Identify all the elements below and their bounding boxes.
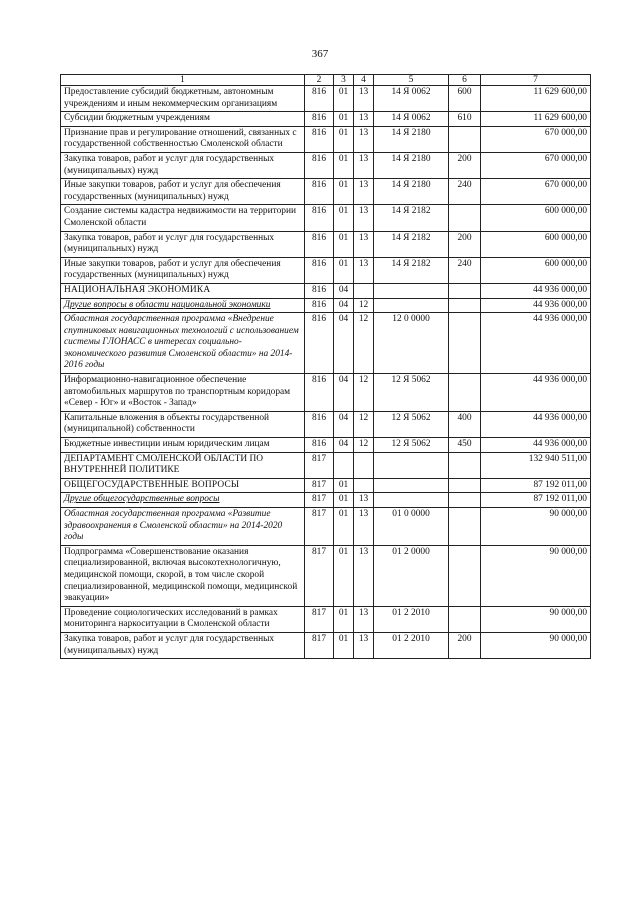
ministry-code-cell: 816 <box>305 112 334 127</box>
subsection-code-cell: 13 <box>354 126 374 152</box>
section-code-cell: 01 <box>334 257 354 283</box>
ministry-code-cell: 816 <box>305 179 334 205</box>
expense-type-cell: 600 <box>449 86 481 112</box>
subsection-code-cell: 13 <box>354 545 374 606</box>
subsection-code-cell: 12 <box>354 313 374 374</box>
subsection-code-cell: 13 <box>354 86 374 112</box>
expense-type-cell <box>449 493 481 508</box>
table-row <box>61 283 591 298</box>
expense-type-cell <box>449 126 481 152</box>
subsection-code-cell: 13 <box>354 508 374 546</box>
subsection-code-cell: 12 <box>354 298 374 313</box>
ministry-code-cell: 816 <box>305 374 334 412</box>
section-code-cell: 04 <box>334 411 354 437</box>
expense-type-cell <box>449 374 481 412</box>
ministry-code-cell: 816 <box>305 257 334 283</box>
table-row <box>61 112 591 127</box>
section-code-cell: 01 <box>334 126 354 152</box>
target-article-cell: 12 0 0000 <box>374 313 449 374</box>
expense-type-cell <box>449 205 481 231</box>
row-name-cell: Создание системы кадастра недвижимости на территории Смоленской области <box>61 205 305 231</box>
table-row <box>61 452 591 478</box>
ministry-code-cell: 817 <box>305 545 334 606</box>
target-article-cell: 12 Я 5062 <box>374 411 449 437</box>
amount-cell: 44 936 000,00 <box>481 438 591 453</box>
section-code-cell: 01 <box>334 508 354 546</box>
row-name-cell: Иные закупки товаров, работ и услуг для обеспечения государственных (муниципальных) нужд <box>61 179 305 205</box>
amount-cell: 11 629 600,00 <box>481 86 591 112</box>
amount-cell: 600 000,00 <box>481 205 591 231</box>
expense-type-cell <box>449 478 481 493</box>
table-row <box>61 298 591 313</box>
target-article-cell: 12 Я 5062 <box>374 438 449 453</box>
amount-cell: 90 000,00 <box>481 545 591 606</box>
expense-type-cell <box>449 545 481 606</box>
expense-type-cell <box>449 283 481 298</box>
target-article-cell: 14 Я 2182 <box>374 231 449 257</box>
expense-type-cell <box>449 298 481 313</box>
subsection-code-cell: 13 <box>354 205 374 231</box>
section-code-cell: 01 <box>334 606 354 632</box>
section-code-cell: 01 <box>334 86 354 112</box>
target-article-cell: 14 Я 2180 <box>374 179 449 205</box>
table-row <box>61 606 591 632</box>
table-row <box>61 632 591 658</box>
section-code-cell: 01 <box>334 205 354 231</box>
ministry-code-cell: 816 <box>305 438 334 453</box>
table-row <box>61 152 591 178</box>
ministry-code-cell: 816 <box>305 126 334 152</box>
ministry-code-cell: 817 <box>305 606 334 632</box>
row-name-cell: Другие общегосударственные вопросы <box>61 493 305 508</box>
expense-type-cell: 450 <box>449 438 481 453</box>
row-name-cell: Подпрограмма «Совершенствование оказания специализированной, включая высокотехнологичную, медицинской помощи, скорой, в том числе скорой специализированной, медицинской помощи, медицинской эвакуации» <box>61 545 305 606</box>
target-article-cell <box>374 493 449 508</box>
target-article-cell <box>374 298 449 313</box>
target-article-cell: 01 2 2010 <box>374 606 449 632</box>
section-code-cell: 01 <box>334 632 354 658</box>
target-article-cell: 14 Я 2182 <box>374 257 449 283</box>
row-name-cell: Информационно-навигационное обеспечение автомобильных маршрутов по транспортным коридорам «Север - Юг» и «Восток - Запад» <box>61 374 305 412</box>
subsection-code-cell: 13 <box>354 152 374 178</box>
expense-type-cell <box>449 452 481 478</box>
amount-cell: 87 192 011,00 <box>481 478 591 493</box>
target-article-cell: 01 2 2010 <box>374 632 449 658</box>
column-header: 3 <box>334 75 354 86</box>
ministry-code-cell: 817 <box>305 452 334 478</box>
section-code-cell: 04 <box>334 283 354 298</box>
amount-cell: 90 000,00 <box>481 508 591 546</box>
expense-type-cell: 200 <box>449 152 481 178</box>
subsection-code-cell: 13 <box>354 257 374 283</box>
expense-type-cell <box>449 606 481 632</box>
row-name-cell: Субсидии бюджетным учреждениям <box>61 112 305 127</box>
row-name-cell: Другие вопросы в области национальной экономики <box>61 298 305 313</box>
subsection-code-cell: 13 <box>354 632 374 658</box>
table-row <box>61 205 591 231</box>
amount-cell: 44 936 000,00 <box>481 298 591 313</box>
column-header: 7 <box>481 75 591 86</box>
table-row <box>61 313 591 374</box>
row-name-cell: Проведение социологических исследований в рамках мониторинга наркоситуации в Смоленской области <box>61 606 305 632</box>
section-code-cell: 01 <box>334 493 354 508</box>
row-name-cell: ДЕПАРТАМЕНТ СМОЛЕНСКОЙ ОБЛАСТИ ПО ВНУТРЕННЕЙ ПОЛИТИКЕ <box>61 452 305 478</box>
section-code-cell: 04 <box>334 313 354 374</box>
subsection-code-cell: 13 <box>354 606 374 632</box>
column-header: 5 <box>374 75 449 86</box>
subsection-code-cell <box>354 452 374 478</box>
amount-cell: 90 000,00 <box>481 606 591 632</box>
amount-cell: 670 000,00 <box>481 179 591 205</box>
amount-cell: 11 629 600,00 <box>481 112 591 127</box>
row-name-cell: Областная государственная программа «Внедрение спутниковых навигационных технологий с использованием системы ГЛОНАСС в интересах социально-экономического развития Смоленской области» на 2014-2016 годы <box>61 313 305 374</box>
row-name-cell: Капитальные вложения в объекты государственной (муниципальной) собственности <box>61 411 305 437</box>
table-row <box>61 374 591 412</box>
amount-cell: 44 936 000,00 <box>481 313 591 374</box>
column-header: 6 <box>449 75 481 86</box>
column-header: 1 <box>61 75 305 86</box>
table-row <box>61 411 591 437</box>
target-article-cell: 12 Я 5062 <box>374 374 449 412</box>
ministry-code-cell: 816 <box>305 152 334 178</box>
subsection-code-cell: 12 <box>354 374 374 412</box>
amount-cell: 44 936 000,00 <box>481 374 591 412</box>
target-article-cell: 14 Я 2180 <box>374 152 449 178</box>
table-row <box>61 126 591 152</box>
target-article-cell <box>374 478 449 493</box>
expense-type-cell: 400 <box>449 411 481 437</box>
target-article-cell: 14 Я 0062 <box>374 112 449 127</box>
ministry-code-cell: 817 <box>305 632 334 658</box>
section-code-cell: 04 <box>334 438 354 453</box>
section-code-cell: 04 <box>334 298 354 313</box>
target-article-cell <box>374 283 449 298</box>
ministry-code-cell: 817 <box>305 478 334 493</box>
ministry-code-cell: 816 <box>305 205 334 231</box>
target-article-cell: 01 0 0000 <box>374 508 449 546</box>
row-name-cell: Областная государственная программа «Развитие здравоохранения в Смоленской области» на 2014-2020 годы <box>61 508 305 546</box>
table-row <box>61 438 591 453</box>
target-article-cell <box>374 452 449 478</box>
section-code-cell: 01 <box>334 545 354 606</box>
section-code-cell: 01 <box>334 478 354 493</box>
amount-cell: 87 192 011,00 <box>481 493 591 508</box>
table-body <box>61 86 591 659</box>
table-row <box>61 545 591 606</box>
ministry-code-cell: 816 <box>305 283 334 298</box>
ministry-code-cell: 817 <box>305 493 334 508</box>
table-row <box>61 231 591 257</box>
table-row <box>61 493 591 508</box>
amount-cell: 90 000,00 <box>481 632 591 658</box>
subsection-code-cell: 12 <box>354 438 374 453</box>
subsection-code-cell: 13 <box>354 179 374 205</box>
subsection-code-cell: 13 <box>354 112 374 127</box>
row-name-cell: Иные закупки товаров, работ и услуг для обеспечения государственных (муниципальных) нужд <box>61 257 305 283</box>
expense-type-cell: 240 <box>449 257 481 283</box>
target-article-cell: 14 Я 2180 <box>374 126 449 152</box>
subsection-code-cell <box>354 478 374 493</box>
section-code-cell: 01 <box>334 152 354 178</box>
expense-type-cell: 200 <box>449 632 481 658</box>
section-code-cell: 01 <box>334 112 354 127</box>
amount-cell: 670 000,00 <box>481 126 591 152</box>
row-name-cell: Закупка товаров, работ и услуг для государственных (муниципальных) нужд <box>61 231 305 257</box>
ministry-code-cell: 817 <box>305 508 334 546</box>
row-name-cell: Закупка товаров, работ и услуг для государственных (муниципальных) нужд <box>61 152 305 178</box>
column-header: 4 <box>354 75 374 86</box>
expense-type-cell: 200 <box>449 231 481 257</box>
ministry-code-cell: 816 <box>305 411 334 437</box>
expense-type-cell <box>449 508 481 546</box>
row-name-cell: Закупка товаров, работ и услуг для государственных (муниципальных) нужд <box>61 632 305 658</box>
subsection-code-cell: 12 <box>354 411 374 437</box>
ministry-code-cell: 816 <box>305 313 334 374</box>
ministry-code-cell: 816 <box>305 298 334 313</box>
table-row <box>61 86 591 112</box>
subsection-code-cell: 13 <box>354 493 374 508</box>
row-name-cell: Признание прав и регулирование отношений, связанных с государственной собственностью Смоленской области <box>61 126 305 152</box>
expense-type-cell <box>449 313 481 374</box>
table-row <box>61 508 591 546</box>
amount-cell: 600 000,00 <box>481 257 591 283</box>
table-row <box>61 179 591 205</box>
row-name-cell: НАЦИОНАЛЬНАЯ ЭКОНОМИКА <box>61 283 305 298</box>
column-header: 2 <box>305 75 334 86</box>
row-name-cell: Предоставление субсидий бюджетным, автономным учреждениям и иным некоммерческим организациям <box>61 86 305 112</box>
target-article-cell: 14 Я 2182 <box>374 205 449 231</box>
target-article-cell: 14 Я 0062 <box>374 86 449 112</box>
subsection-code-cell <box>354 283 374 298</box>
section-code-cell: 01 <box>334 179 354 205</box>
ministry-code-cell: 816 <box>305 231 334 257</box>
amount-cell: 44 936 000,00 <box>481 283 591 298</box>
target-article-cell: 01 2 0000 <box>374 545 449 606</box>
page-number: 367 <box>311 48 329 60</box>
amount-cell: 132 940 511,00 <box>481 452 591 478</box>
amount-cell: 44 936 000,00 <box>481 411 591 437</box>
section-code-cell <box>334 452 354 478</box>
row-name-cell: ОБЩЕГОСУДАРСТВЕННЫЕ ВОПРОСЫ <box>61 478 305 493</box>
expense-type-cell: 610 <box>449 112 481 127</box>
subsection-code-cell: 13 <box>354 231 374 257</box>
budget-table <box>60 74 591 659</box>
row-name-cell: Бюджетные инвестиции иным юридическим лицам <box>61 438 305 453</box>
section-code-cell: 04 <box>334 374 354 412</box>
amount-cell: 670 000,00 <box>481 152 591 178</box>
table-row <box>61 257 591 283</box>
expense-type-cell: 240 <box>449 179 481 205</box>
ministry-code-cell: 816 <box>305 86 334 112</box>
table-row <box>61 478 591 493</box>
section-code-cell: 01 <box>334 231 354 257</box>
amount-cell: 600 000,00 <box>481 231 591 257</box>
table-header-row <box>61 75 591 86</box>
